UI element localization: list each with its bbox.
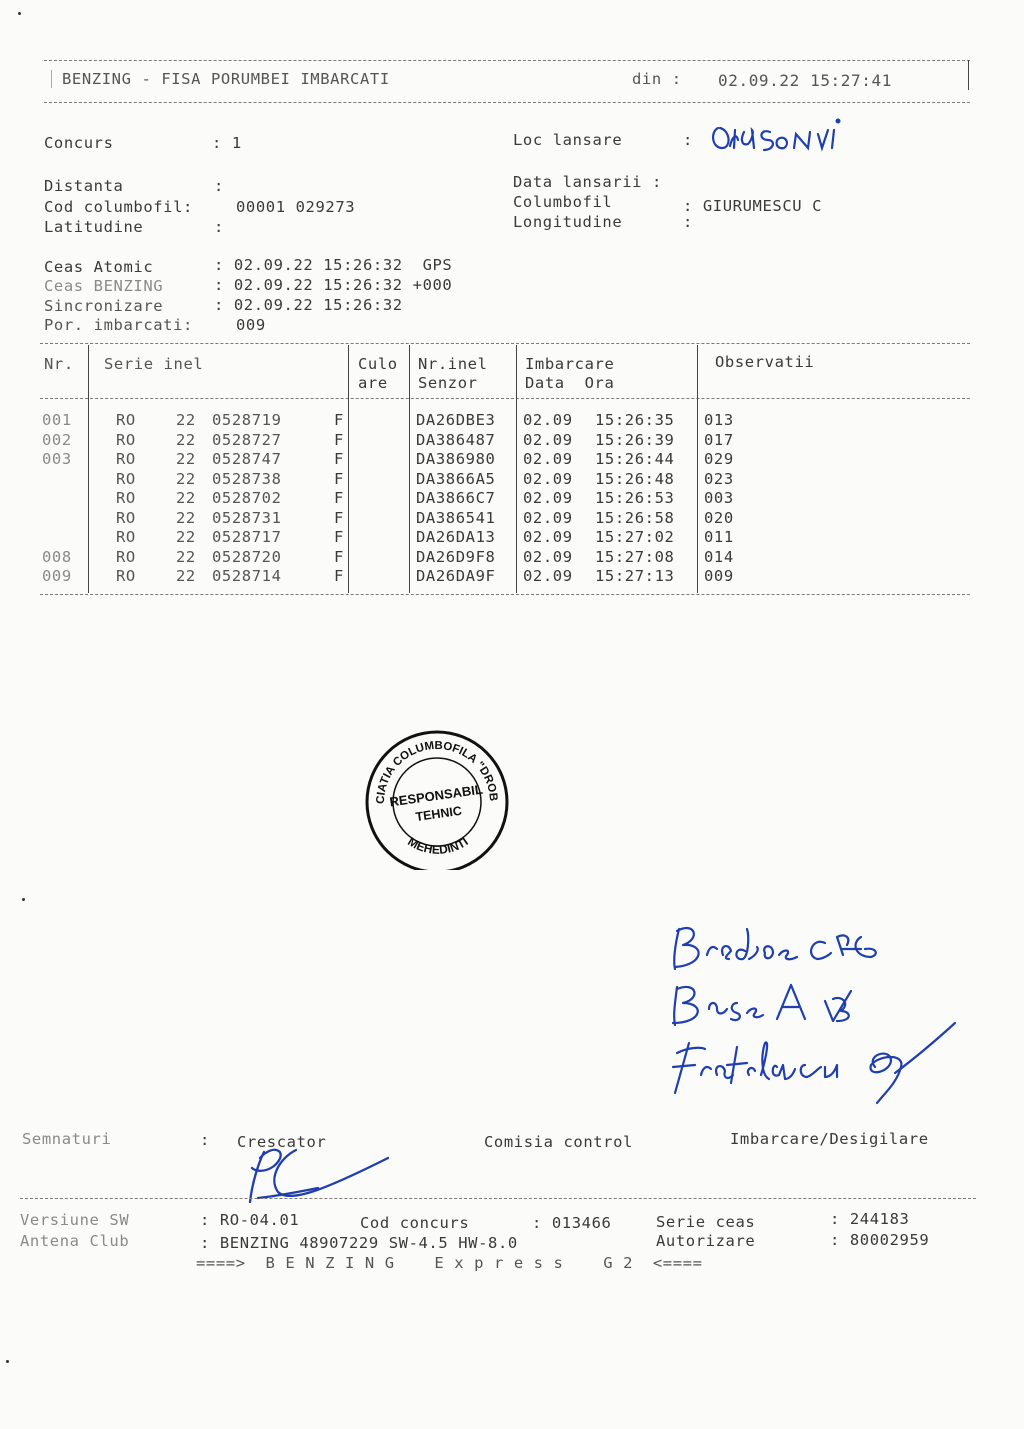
header-top-rule [44,60,970,61]
cell-sex: F [334,450,344,468]
table-top-rule [40,343,970,344]
cell-ring: 0528719 [212,411,282,429]
stamp-bottom-text: MEHEDINTI [405,834,471,857]
columbofil-label: Columbofil [513,193,613,211]
col-header-nr-inel: Nr.inel [418,355,488,373]
columbofil-value: : GIURUMESCU C [683,197,823,215]
cod-concurs-label: Cod concurs [360,1214,470,1232]
autorizare-value: : 80002959 [830,1231,930,1249]
cell-sensor: DA26DA13 [416,528,496,546]
cell-sensor: DA386980 [416,450,496,468]
cell-country: RO [116,450,136,468]
ceas-atomic-value: : 02.09.22 15:26:32 GPS [214,256,453,274]
porumbei-imbarcati-label: Por. imbarcati: [44,316,193,334]
cell-country: RO [116,528,136,546]
serie-ceas-value: : 244183 [830,1210,910,1228]
footer-rule [20,1198,976,1199]
cell-obs: 017 [704,430,734,449]
latitudine-value: : [214,218,224,236]
data-lansarii-label: Data lansarii : [513,173,662,191]
header-bottom-rule [44,102,970,103]
cell-country: RO [116,567,136,585]
cell-time: 15:26:48 [595,469,675,488]
cell-year: 22 [176,489,196,507]
cod-columbofil-value: 00001 029273 [236,198,356,216]
din-label: din : [632,70,682,88]
distanta-value: : [214,177,224,195]
cell-obs: 014 [704,547,734,566]
cell-sensor: DA386487 [416,430,496,449]
col-header-senzor: Senzor [418,374,478,392]
cell-obs: 029 [704,450,734,468]
cell-sensor: DA26DA9F [416,567,496,585]
header-left-border [51,70,52,88]
cell-date: 02.09 [523,489,573,507]
loc-lansare-handwritten [708,118,848,162]
speck [18,12,21,15]
cell-obs: 009 [704,567,734,585]
ceas-atomic-label: Ceas Atomic [44,258,154,276]
cell-sex: F [334,567,344,585]
longitudine-label: Longitudine [513,213,623,231]
col-header-nr: Nr. [44,355,74,373]
handwritten-signatures [665,915,975,1119]
table-header-rule [40,398,970,399]
cell-sex: F [334,489,344,507]
cell-time: 15:26:44 [595,450,675,468]
col-divider-senzor [516,345,517,593]
ceas-benzing-label: Ceas BENZING [44,277,164,295]
col-header-observatii: Observatii [715,353,815,371]
cell-ring: 0528738 [212,469,282,488]
col-header-culoare-1: Culo [358,355,398,373]
cell-year: 22 [176,567,196,585]
cell-date: 02.09 [523,567,573,585]
cell-time: 15:26:35 [595,411,675,429]
versiune-sw-label: Versiune SW [20,1211,130,1229]
crescator-signature [238,1138,398,1214]
cell-year: 22 [176,450,196,468]
col-divider-nr [88,345,89,593]
cell-sensor: DA386541 [416,508,496,527]
stamp-line-2: TEHNIC [414,803,463,825]
cell-date: 02.09 [523,528,573,546]
sincronizare-label: Sincronizare [44,297,164,315]
semnaturi-colon: : [200,1131,210,1149]
loc-lansare-label: Loc lansare [513,131,623,149]
cell-nr: 002 [42,430,72,449]
cell-year: 22 [176,547,196,566]
stamp-top-text: CIATIA COLUMBOFILA "DROB [374,739,500,805]
imbarcare-desigilare-label: Imbarcare/Desigilare [730,1130,929,1148]
cell-time: 15:27:08 [595,547,675,566]
cell-year: 22 [176,508,196,527]
cell-obs: 013 [704,411,734,429]
col-header-culoare-2: are [358,374,388,392]
autorizare-label: Autorizare [656,1232,756,1250]
latitudine-label: Latitudine [44,218,144,236]
cell-time: 15:26:53 [595,489,675,507]
cell-nr: 003 [42,450,72,468]
cell-year: 22 [176,528,196,546]
porumbei-imbarcati-value: 009 [236,316,266,334]
cell-sensor: DA3866A5 [416,469,496,488]
cell-nr: 009 [42,567,72,585]
antena-club-value: : BENZING 48907229 SW-4.5 HW-8.0 [200,1234,518,1252]
cell-date: 02.09 [523,508,573,527]
versiune-sw-value: : RO-04.01 [200,1211,300,1229]
cell-time: 15:26:58 [595,508,675,527]
cell-obs: 020 [704,508,734,527]
cell-country: RO [116,489,136,507]
cell-sensor: DA26D9F8 [416,547,496,566]
cell-obs: 003 [704,489,734,507]
cell-sex: F [334,430,344,449]
cell-country: RO [116,469,136,488]
col-divider-serie [348,345,349,593]
stamp-line-1: RESPONSABIL [388,781,484,810]
cell-ring: 0528717 [212,528,282,546]
crescator-label: Crescator [237,1133,327,1151]
cell-country: RO [116,547,136,566]
cell-ring: 0528727 [212,430,282,449]
cell-sex: F [334,547,344,566]
concurs-value: : 1 [212,134,242,152]
serie-ceas-label: Serie ceas [656,1213,756,1231]
speck [22,898,25,901]
cell-date: 02.09 [523,430,573,449]
col-divider-culoare [409,345,410,593]
col-header-imbarcare: Imbarcare [525,355,615,373]
cell-year: 22 [176,430,196,449]
cell-time: 15:27:13 [595,567,675,585]
cell-date: 02.09 [523,547,573,566]
speck [6,1360,9,1363]
cell-country: RO [116,430,136,449]
cell-sensor: DA26DBE3 [416,411,496,429]
col-header-data-ora: Data Ora [525,374,615,392]
cell-year: 22 [176,411,196,429]
cod-columbofil-label: Cod columbofil: [44,198,193,216]
cell-time: 15:27:02 [595,528,675,546]
antena-club-label: Antena Club [20,1232,130,1250]
concurs-label: Concurs [44,134,114,152]
benzing-express-brand: ====> B E N Z I N G E x p r e s s G 2 <==== [196,1254,703,1272]
cell-nr: 008 [42,547,72,566]
col-header-serie-inel: Serie inel [104,355,204,373]
sincronizare-value: : 02.09.22 15:26:32 [214,296,403,314]
svg-text:MEHEDINTI [405,834,470,857]
cell-year: 22 [176,469,196,488]
cell-date: 02.09 [523,411,573,429]
cell-obs: 023 [704,469,734,488]
cell-date: 02.09 [523,469,573,488]
cell-ring: 0528747 [212,450,282,468]
cell-ring: 0528731 [212,508,282,527]
cell-sex: F [334,528,344,546]
col-divider-imbarcare [697,345,698,593]
ceas-benzing-value: : 02.09.22 15:26:32 +000 [214,276,453,294]
association-stamp [362,730,512,870]
comisia-control-label: Comisia control [484,1133,633,1151]
cod-concurs-value: : 013466 [532,1214,612,1232]
header-right-border [968,60,969,90]
loc-lansare-colon: : [683,131,693,149]
cell-country: RO [116,411,136,429]
cell-ring: 0528720 [212,547,282,566]
distanta-label: Distanta [44,177,124,195]
cell-time: 15:26:39 [595,430,675,449]
cell-ring: 0528714 [212,567,282,585]
longitudine-value: : [683,213,693,231]
cell-ring: 0528702 [212,489,282,507]
cell-obs: 011 [704,528,734,546]
cell-sex: F [334,411,344,429]
form-title: BENZING - FISA PORUMBEI IMBARCATI [62,70,390,88]
cell-date: 02.09 [523,450,573,468]
cell-country: RO [116,508,136,527]
cell-sensor: DA3866C7 [416,489,496,507]
table-bottom-rule [40,594,970,595]
cell-sex: F [334,508,344,527]
din-value: 02.09.22 15:27:41 [718,71,892,90]
semnaturi-label: Semnaturi [22,1130,112,1148]
cell-sex: F [334,469,344,488]
cell-nr: 001 [42,411,72,429]
